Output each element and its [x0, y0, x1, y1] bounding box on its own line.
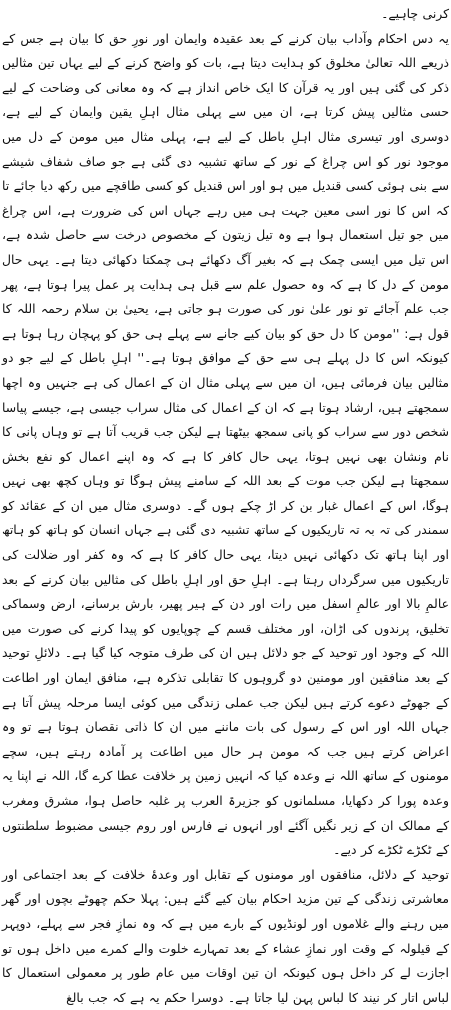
- paragraph-1: کرنی چاہیے۔: [381, 6, 449, 21]
- paragraph-3: توحید کے دلائل، منافقوں اور مومنوں کے تقابل اور وعدۂ خلافت کے بعد اجتماعی اور معاشرتی زندگی کے تین مزید احکام بیان کیے گئے ہیں: پہلا حکم چھوٹے بچوں اور گھر میں رہنے والے غلاموں اور لونڈیوں کے بارے میں ہے کہ وہ نمازِ فجر سے پہلے، دوپہر کے قیلولہ کے وقت اور نمازِ عشاء کے بعد تمہارے خلوت والے کمرے میں داخل ہوں تو اجازت لے کر داخل ہوں کیونکہ ان تین اوقات میں عام طور پر معمولی استعمال کا لباس اتار کر نیند کا لباس پہن لیا جاتا ہے۔ دوسرا حکم یہ ہے کہ جب بالغ: [2, 866, 449, 1005]
- paragraph-2: یہ دس احکام وآداب بیان کرنے کے بعد عقیدہ وایمان اور نورِ حق کا بیان ہے جس کے ذریعے اللہ تعالیٰ مخلوق کو ہدایت دیتا ہے، بات کو واضح کرنے کے لیے یہاں تین مثالیں ذکر کی گئی ہیں اور یہ قرآن کا ایک خاص انداز ہے کہ وہ معانی کی وضاحت کے لیے حسی مثالیں پیش کرتا ہے، ان میں سے پہلی مثال اہلِ یقین وایمان کے لیے ہے، دوسری اور تیسری مثال اہلِ باطل کے لیے ہے، پہلی مثال میں مومن کے دل میں موجود نور کو اس چراغ کے نور کے ساتھ تشبیہ دی گئی ہے جو صاف شفاف شیشے سے بنی ہوئی کسی قندیل میں ہو اور اس قندیل کو کسی طاقچے میں رکھ دیا جائے تا کہ اس کا نور اسی معین جہت ہی میں رہے جہاں اس کی ضرورت ہے، اس چراغ میں جو تیل استعمال ہوا ہے وہ تیل زیتون کے مخصوص درخت سے حاصل شدہ ہے، اس تیل میں ایسی چمک ہے کہ بغیر آگ دکھائے ہی چمکتا دکھائی دیتا ہے۔ یہی حال مومن کے دل کا ہے کہ وہ حصول علم سے قبل ہی ہدایت پر عمل پیرا ہوتا ہے، پھر جب علم آجائے تو نور علیٰ نور کی صورت ہو جاتی ہے، یحییٰ بن سلام رحمہ اللہ کا قول ہے: ''مومن کا دل حق کو بیان کیے جانے سے پہلے ہی حق کو پہچان رہا ہوتا ہے کیونکہ اس کا دل پہلے ہی سے حق کے موافق ہوتا ہے۔'' اہلِ باطل کے لیے جو دو مثالیں بیان فرمائی ہیں، ان میں سے پہلی مثال ان کے اعمال کی ہے جنہیں وہ اچھا سمجھتے ہیں، ارشاد ہوتا ہے کہ ان کے اعمال کی مثال سراب جیسی ہے، جیسے پیاسا شخص دور سے سراب کو پانی سمجھ بیٹھتا ہے لیکن جب قریب آتا ہے تو وہاں پانی کا نام ونشان بھی نہیں ہوتا، یہی حال کافر کا ہے کہ وہ اپنے اعمال کو نفع بخش سمجھتا ہے لیکن جب موت کے بعد اللہ کے سامنے پیش ہوگا تو وہاں کچھ بھی نہیں ہوگا، اس کے اعمال غبار بن کر اڑ چکے ہوں گے۔ دوسری مثال میں ان کے عقائد کو سمندر کی تہ بہ تہ تاریکیوں کے ساتھ تشبیہ دی گئی ہے جہاں انسان کو ہاتھ کو ہاتھ اور اپنا ہاتھ تک دکھائی نہیں دیتا، یہی حال کافر کا ہے کہ وہ کفر اور ضلالت کی تاریکیوں میں سرگرداں رہتا ہے۔ اہلِ حق اور اہلِ باطل کی مثالیں بیان کرنے کے بعد عالمِ بالا اور عالمِ اسفل میں رات اور دن کے ہیر پھیر، بارش برسانے، ارض وسماکی تخلیق، پرندوں کی اڑان، اور مختلف قسم کے چوپایوں کو پیدا کرنے کی صورت میں اللہ کے وجود اور توحید کے جو دلائل ہیں ان کی طرف متوجہ کیا گیا ہے۔ دلائلِ توحید کے بعد منافقین اور مومنین دو گروہوں کا تقابلی تذکرہ ہے، منافق ایمان اور اطاعت کے جھوٹے دعوے کرتے ہیں لیکن جب عملی زندگی میں کوئی ایسا مرحلہ پیش آتا ہے جہاں اللہ اور اس کے رسول کی بات ماننے میں ان کا ذاتی نقصان ہوتا ہے تو وہ اعراض کرتے ہیں جب کہ مومن ہر حال میں اطاعت پر آمادہ رہتے ہیں، سچے مومنوں کے ساتھ اللہ نے وعدہ کیا کہ انہیں زمین پر خلافت عطا کرے گا، اللہ نے اپنا یہ وعدہ پورا کر دکھایا، مسلمانوں کو جزیرۃ العرب پر غلبہ حاصل ہوا، مشرق ومغرب کے ممالک ان کے زیر نگیں آگئے اور انہوں نے فارس اور روم جیسی مضبوط سلطنتوں کے ٹکڑے ٹکڑے کر دیے۔: [2, 30, 449, 858]
